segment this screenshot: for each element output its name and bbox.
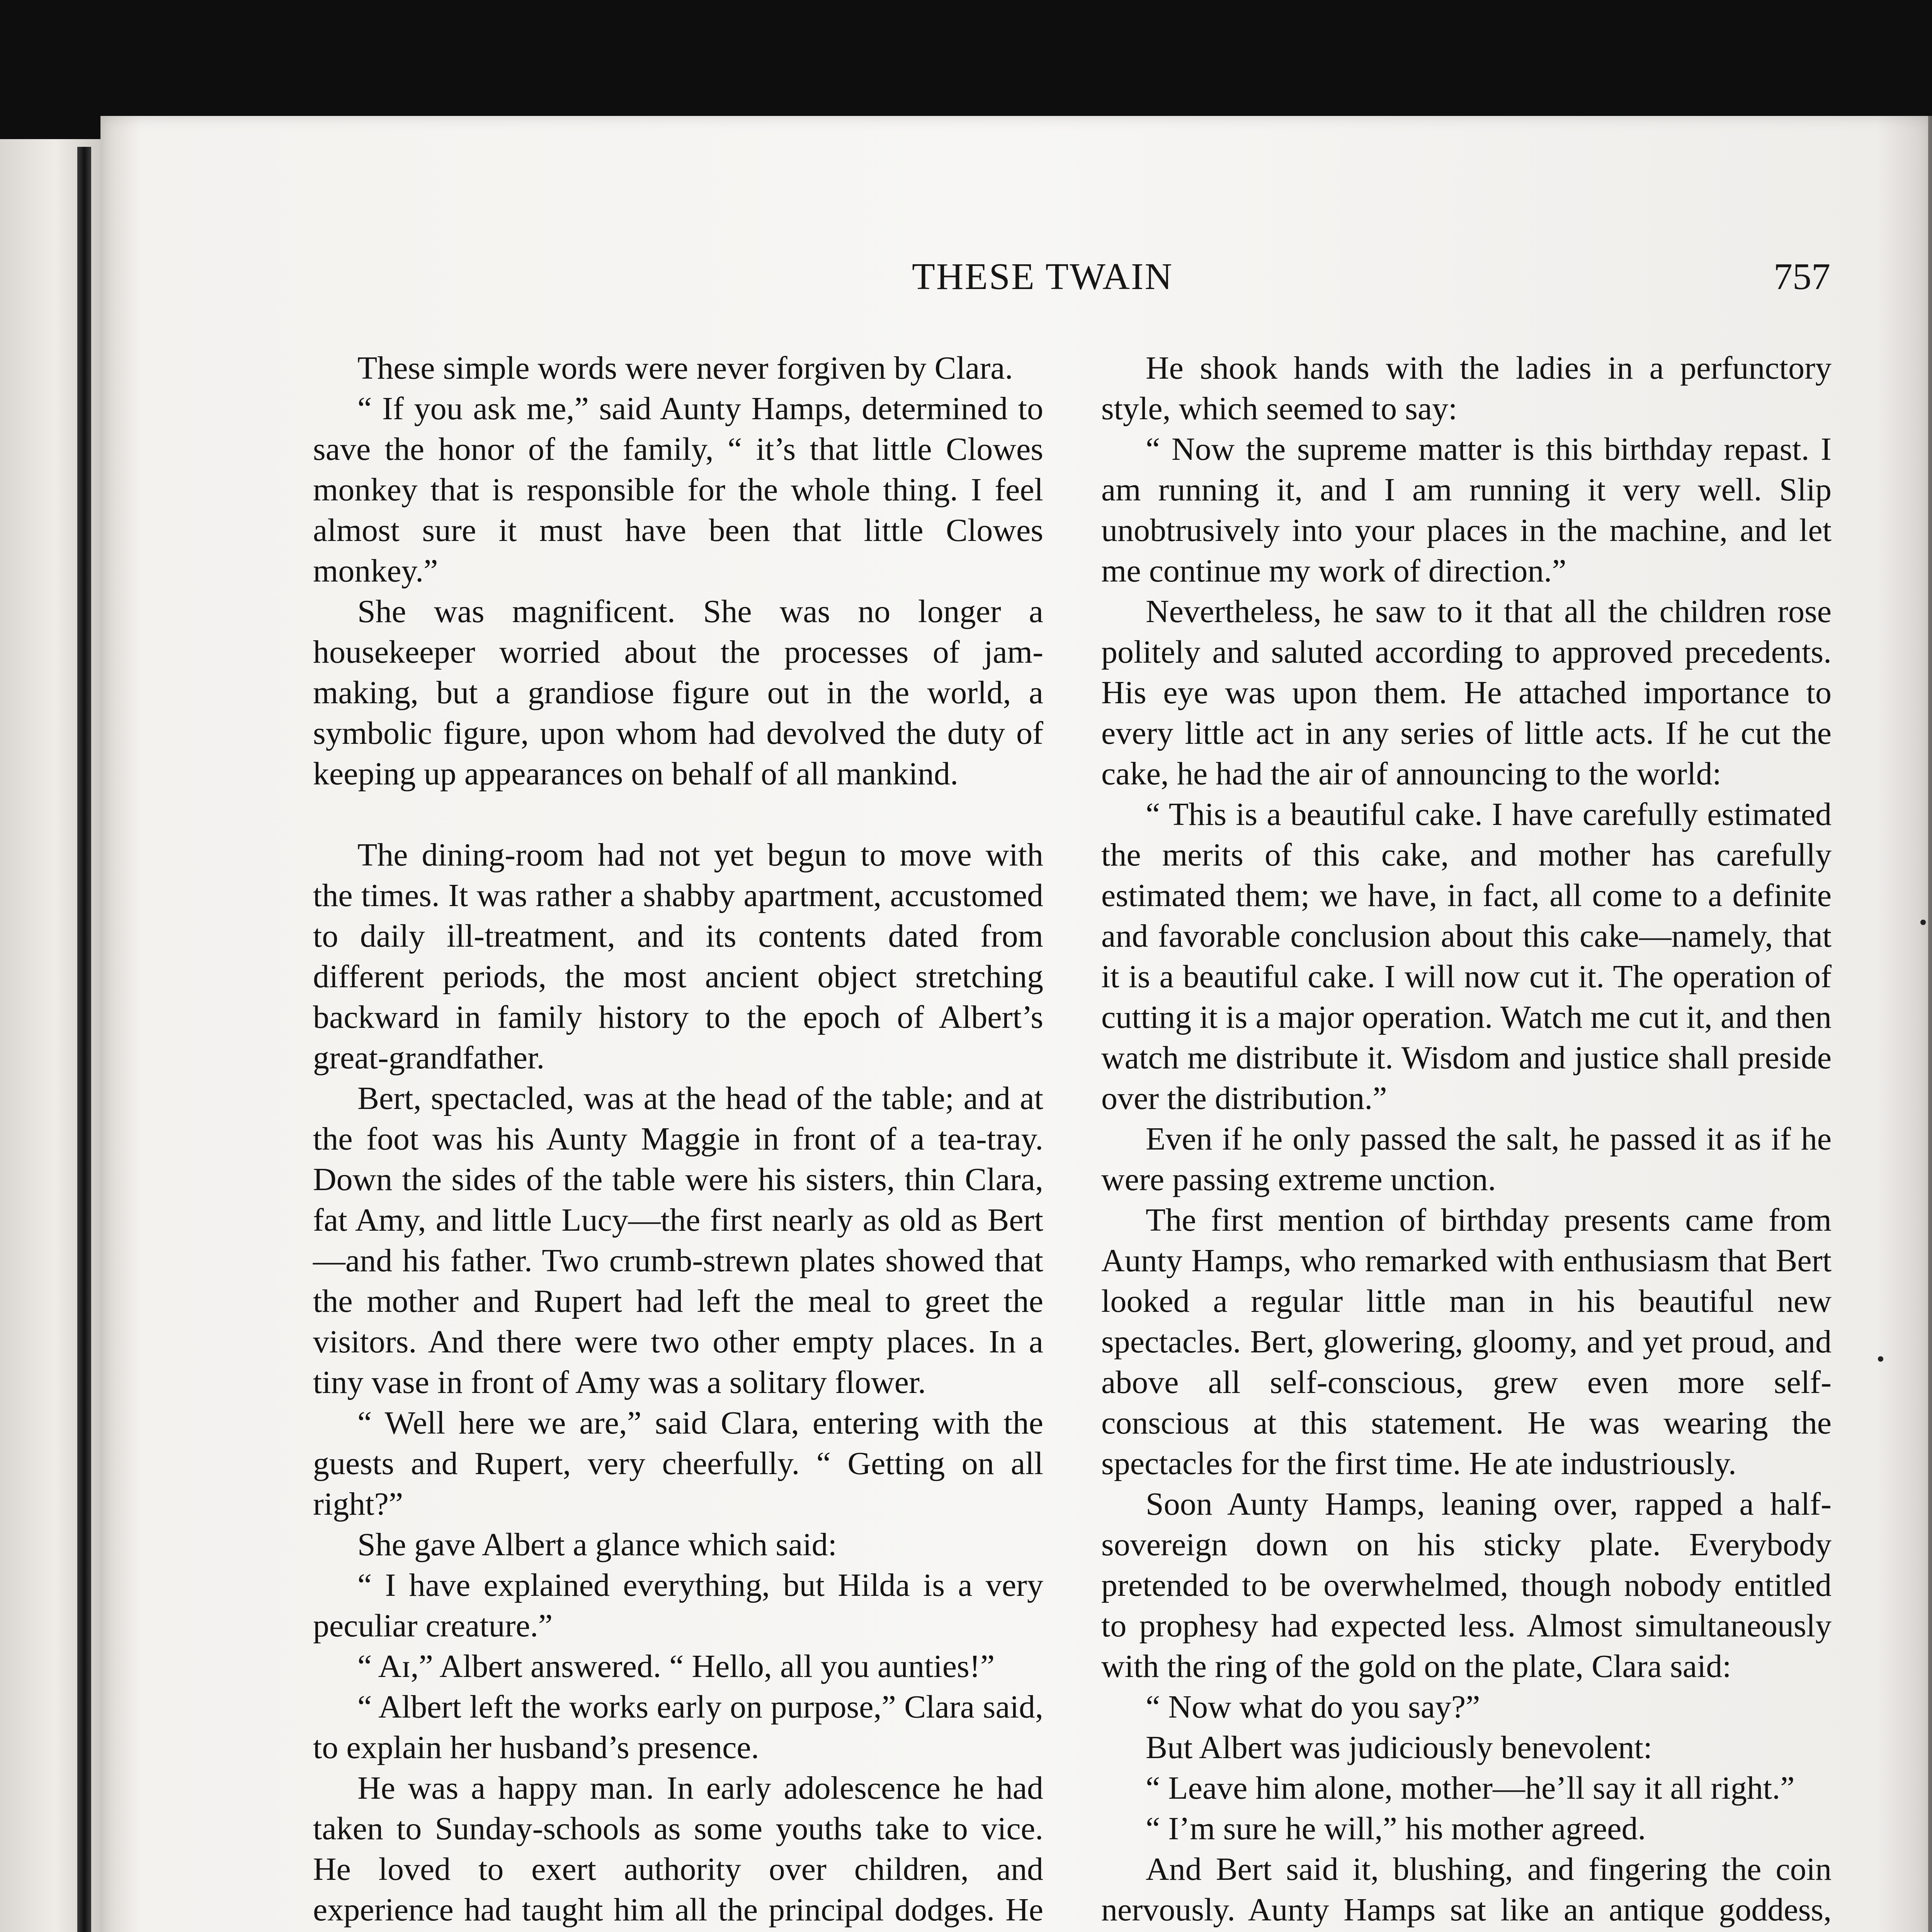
paragraph: “ I’m sure he will,” his mother agreed.	[1146, 1811, 1646, 1847]
paragraph: She gave Albert a glance which said:	[357, 1527, 837, 1563]
paragraph: These simple words were never forgiven by Clara.	[357, 350, 1013, 386]
paragraph: But Albert was judiciously benevolent:	[1146, 1730, 1653, 1765]
print-speck	[1920, 920, 1926, 925]
paragraph: She was magnificent. She was no longer a housekeeper worried about the processes of jam-making, but a grandiose figure out in the world, a symbolic figure, upon whom had devolved the duty of keeping up appearances on behalf of all mankind.	[313, 594, 1043, 792]
paragraph: “ Aɪ,” Albert answered. “ Hello, all you aunties!”	[357, 1648, 995, 1684]
paragraph: “ I have explained everything, but Hilda is a very peculiar creature.”	[313, 1567, 1043, 1644]
paragraph: “ Albert left the works early on purpose,” Clara said, to explain her husband’s presence.	[313, 1689, 1043, 1765]
paragraph: “ This is a beautiful cake. I have carefully estimated the merits of this cake, and mother has carefully estimated them; we have, in fact, all come to a definite and favorable conclusion about this cake—namely, that it is a beautiful cake. I will now cut it. The operation of cutting it is a major operation. Watch me cut it, and then watch me distribute it. Wisdom and justice shall preside over the distribution.”	[1101, 796, 1832, 1116]
book-right-edge	[1928, 116, 1932, 1932]
paragraph: And Bert said it, blushing, and fingering the coin nervously. Aunty Hamps sat like an antique goddess,	[1101, 1851, 1832, 1928]
paragraph: “ If you ask me,” said Aunty Hamps, determined to save the honor of the family, “ it’s that little Clowes monkey that is responsible for the whole thing. I feel almost sure it must have been that little Clowes monkey.”	[313, 391, 1043, 589]
paragraph: Bert, spectacled, was at the head of the table; and at the foot was his Aunty Maggie in front of a tea-tray. Down the sides of the table were his sisters, thin Clara, fat Amy, and little Lucy—the first nearly as old as Bert—and his father. Two crumb-strewn plates showed that the mother and Rupert had left the meal to greet the visitors. And there were two other empty places. In a tiny vase in front of Amy was a solitary flower.	[313, 1080, 1043, 1400]
paragraph: The dining-room had not yet begun to move with the times. It was rather a shabby apartment, accustomed to daily ill-treatment, and its contents dated from different periods, the most ancient object stretching backward in family history to the epoch of Albert’s great-grandfather.	[313, 837, 1043, 1076]
paragraph: “ Now the supreme matter is this birthday repast. I am running it, and I am running it very well. Slip unobtrusively into your places in the machine, and let me continue my work of direction.”	[1101, 431, 1832, 589]
paragraph: “ Now what do you say?”	[1146, 1689, 1480, 1725]
book-gutter	[77, 147, 91, 1932]
right-text-column	[1101, 348, 1832, 1932]
paragraph: Soon Aunty Hamps, leaning over, rapped a half-sovereign down on his sticky plate. Everybody pretended to be overwhelmed, though nobody entitled to prophesy had expected less. Almost simultaneously with the ring of the gold on the plate, Clara said:	[1101, 1486, 1832, 1684]
paragraph: “ Well here we are,” said Clara, entering with the guests and Rupert, very cheerfully. “ Getting on all right?”	[313, 1405, 1043, 1522]
running-title: THESE TWAIN	[912, 256, 1173, 298]
print-speck	[1878, 1356, 1883, 1362]
paragraph: Nevertheless, he saw to it that all the children rose politely and saluted according to approved precedents. His eye was upon them. He attached importance to every little act in any series of little acts. If he cut the cake, he had the air of announcing to the world:	[1101, 594, 1832, 792]
paragraph: The first mention of birthday presents came from Aunty Hamps, who remarked with enthusiasm that Bert looked a regular little man in his beautiful new spectacles. Bert, glowering, gloomy, and yet proud, and above all self-conscious, grew even more self-conscious at this statement. He was wearing the spectacles for the first time. He ate industriously.	[1101, 1202, 1832, 1481]
paragraph: “ Leave him alone, mother—he’ll say it all right.”	[1146, 1770, 1795, 1806]
page-number: 757	[1774, 256, 1830, 298]
left-text-column	[313, 348, 1043, 1932]
paragraph: Even if he only passed the salt, he passed it as if he were passing extreme unction.	[1101, 1121, 1832, 1197]
paragraph: He was a happy man. In early adolescence he had taken to Sunday-schools as some youths take to vice. He loved to exert authority over children, and experience had taught him all the principal dodges. He	[313, 1770, 1043, 1928]
paragraph: He shook hands with the ladies in a perfunctory style, which seemed to say:	[1101, 350, 1832, 427]
